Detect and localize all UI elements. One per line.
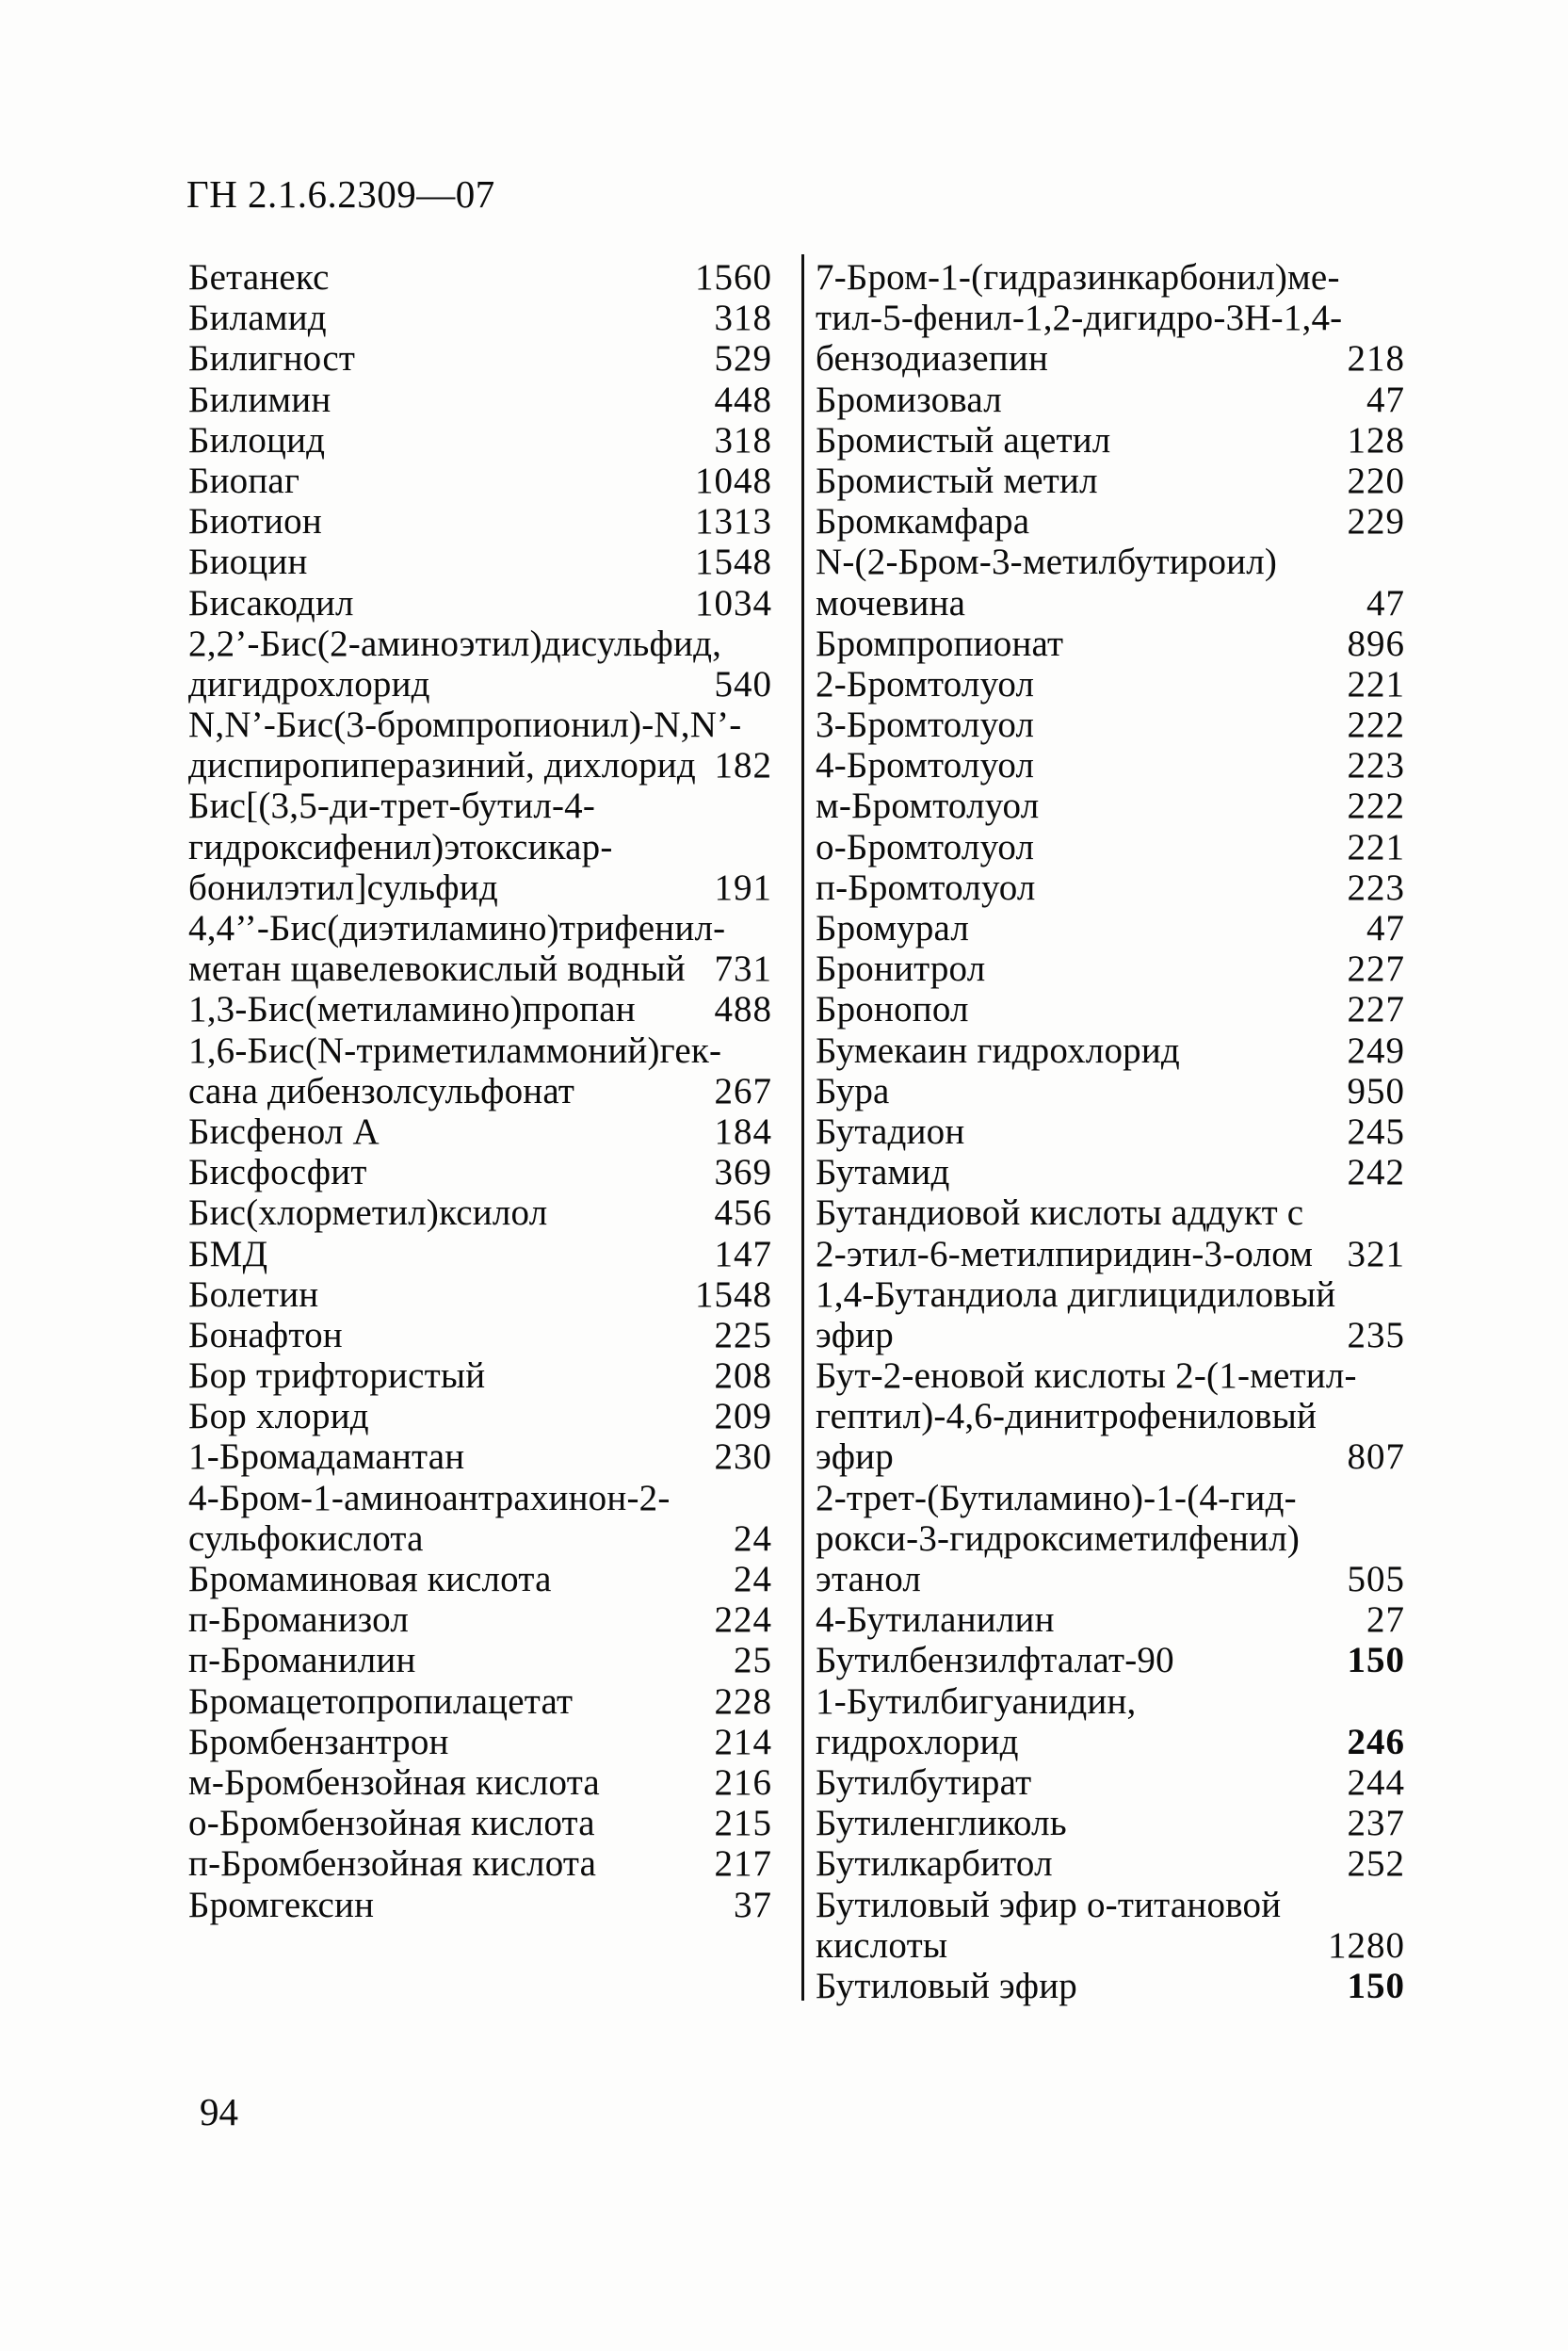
- page-ref: 223: [1347, 867, 1405, 908]
- index-entry-line: [816, 1721, 1405, 1761]
- substance-name: мочевина: [816, 582, 966, 624]
- index-entry-line: [188, 337, 772, 378]
- index-entry-line: [188, 744, 772, 785]
- index-entry-line: [188, 785, 772, 825]
- page-ref: 182: [714, 745, 772, 786]
- index-entry-line: [188, 1111, 772, 1151]
- page-ref: 731: [714, 949, 772, 990]
- substance-name: Бромизовал: [816, 379, 1002, 420]
- index-entry-line: [188, 826, 772, 867]
- substance-name: 2-Бромтолуол: [816, 663, 1035, 705]
- page-ref: 369: [714, 1152, 772, 1193]
- index-entry-line: [816, 623, 1405, 663]
- page-ref: 225: [714, 1314, 772, 1355]
- index-entry-line: [816, 1884, 1405, 1924]
- substance-name: Биоцин: [188, 542, 308, 583]
- page-ref: 1313: [695, 501, 772, 543]
- page-ref: 147: [714, 1233, 772, 1274]
- index-entry-line: [816, 460, 1405, 500]
- substance-name: п-Броманилин: [188, 1640, 416, 1681]
- index-entry-line: [188, 379, 772, 419]
- page-ref: 37: [734, 1884, 772, 1925]
- page-ref: 229: [1347, 501, 1405, 543]
- substance-name: п-Бромтолуол: [816, 867, 1036, 908]
- substance-name: гидроксифенил)этоксикар-: [188, 826, 613, 867]
- index-entry-line: [188, 1192, 772, 1232]
- substance-name: Бонафтон: [188, 1314, 343, 1355]
- page-ref: 227: [1347, 949, 1405, 990]
- index-entry-line: [188, 1395, 772, 1435]
- page-ref: 47: [1366, 582, 1405, 624]
- index-entry-line: [816, 1030, 1405, 1070]
- substance-name: бонилэтил]сульфид: [188, 867, 498, 908]
- substance-name: Бумекаин гидрохлорид: [816, 1030, 1180, 1071]
- substance-name: Биламид: [188, 298, 327, 339]
- substance-name: метан щавелевокислый водный: [188, 949, 686, 990]
- substance-name: гидрохлорид: [816, 1721, 1019, 1762]
- page-ref: 221: [1347, 826, 1405, 867]
- index-entry-line: [188, 1314, 772, 1354]
- substance-name: м-Бромбензойная кислота: [188, 1761, 600, 1803]
- index-entry-line: [188, 1273, 772, 1314]
- substance-name: Бромистый метил: [816, 460, 1098, 501]
- page-ref: 1548: [695, 542, 772, 583]
- index-entry-line: [816, 541, 1405, 581]
- substance-name: 4-Бромтолуол: [816, 745, 1035, 786]
- page-ref: 47: [1366, 908, 1405, 949]
- substance-name: Бромкамфара: [816, 501, 1030, 543]
- index-entry-line: [816, 785, 1405, 825]
- index-entry-line: [188, 1151, 772, 1192]
- index-entry-line: [816, 1477, 1405, 1517]
- substance-name: 3-Бромтолуол: [816, 705, 1035, 746]
- page-ref: 1560: [695, 257, 772, 298]
- substance-name: 4-Бром-1-аминоантрахинон-2-: [188, 1477, 671, 1518]
- index-entry-line: [816, 1761, 1405, 1802]
- substance-name: Билимин: [188, 379, 331, 420]
- index-entry-line: [816, 948, 1405, 988]
- substance-name: Билигност: [188, 338, 356, 380]
- column-divider: [801, 254, 804, 2001]
- page-ref: 245: [1347, 1111, 1405, 1152]
- index-entry-line: [816, 1842, 1405, 1883]
- page-ref: 321: [1347, 1233, 1405, 1274]
- index-entry-line: [816, 1639, 1405, 1679]
- substance-name: Бромурал: [816, 908, 970, 949]
- page-ref: 488: [714, 989, 772, 1030]
- index-entry-line: [188, 663, 772, 704]
- substance-name: диспиропиперазиний, дихлорид: [188, 745, 696, 786]
- page-ref: 227: [1347, 989, 1405, 1030]
- substance-name: м-Бромтолуол: [816, 786, 1040, 827]
- page-ref: 540: [714, 663, 772, 705]
- substance-name: 2-трет-(Бутиламино)-1-(4-гид-: [816, 1477, 1297, 1518]
- index-entry-line: [188, 704, 772, 744]
- page-ref: 47: [1366, 379, 1405, 420]
- index-entry-line: [188, 623, 772, 663]
- page-ref: 217: [714, 1843, 772, 1885]
- index-entry-line: [816, 1924, 1405, 1965]
- index-entry-line: [188, 1884, 772, 1924]
- index-entry-line: [816, 988, 1405, 1029]
- page-ref: 228: [714, 1680, 772, 1722]
- substance-name: п-Бромбензойная кислота: [188, 1843, 597, 1885]
- index-entry-line: [188, 1435, 772, 1476]
- index-entry-line: [188, 867, 772, 907]
- substance-name: Бутиленгликоль: [816, 1803, 1067, 1844]
- substance-name: Бронопол: [816, 989, 969, 1030]
- substance-name: Бор трифтористый: [188, 1355, 486, 1397]
- substance-name: кислоты: [816, 1924, 948, 1966]
- substance-name: 1,4-Бутандиола диглицидиловый: [816, 1273, 1336, 1315]
- page-ref: 1548: [695, 1273, 772, 1315]
- index-entry-line: [188, 1680, 772, 1721]
- substance-name: N,N’-Бис(3-бромпропионил)-N,N’-: [188, 705, 742, 746]
- page-ref: 456: [714, 1192, 772, 1234]
- index-column-left: [188, 256, 772, 1924]
- page-ref: 244: [1347, 1761, 1405, 1803]
- page-ref: 150: [1347, 1965, 1405, 2006]
- substance-name: Бисфенол А: [188, 1111, 380, 1152]
- index-entry-line: [188, 988, 772, 1029]
- substance-name: эфир: [816, 1314, 894, 1355]
- index-entry-line: [188, 1721, 772, 1761]
- substance-name: Бутамид: [816, 1152, 950, 1193]
- page-ref: 242: [1347, 1152, 1405, 1193]
- index-entry-line: [816, 1070, 1405, 1111]
- substance-name: эфир: [816, 1436, 894, 1478]
- substance-name: 2,2’-Бис(2-аминоэтил)дисульфид,: [188, 623, 722, 664]
- page-ref: 150: [1347, 1640, 1405, 1681]
- page-ref: 318: [714, 298, 772, 339]
- index-entry-line: [816, 419, 1405, 460]
- page-ref: 1280: [1328, 1924, 1405, 1966]
- index-entry-line: [188, 297, 772, 337]
- page-ref: 252: [1347, 1843, 1405, 1885]
- index-entry-line: [816, 582, 1405, 623]
- page-ref: 24: [734, 1559, 772, 1599]
- page-ref: 950: [1347, 1070, 1405, 1111]
- page-ref: 249: [1347, 1030, 1405, 1071]
- substance-name: Бис(хлорметил)ксилол: [188, 1192, 548, 1234]
- index-entry-line: [816, 744, 1405, 785]
- substance-name: Билоцид: [188, 419, 326, 461]
- substance-name: Бутилкарбитол: [816, 1843, 1053, 1885]
- index-column-right: [816, 256, 1405, 2005]
- page-ref: 215: [714, 1803, 772, 1844]
- substance-name: БМД: [188, 1233, 268, 1274]
- page-ref: 208: [714, 1355, 772, 1397]
- page-ref: 448: [714, 379, 772, 420]
- page-ref: 184: [714, 1111, 772, 1152]
- index-entry-line: [816, 1233, 1405, 1273]
- page-ref: 896: [1347, 623, 1405, 664]
- index-entry-line: [816, 1151, 1405, 1192]
- substance-name: 4-Бутиланилин: [816, 1599, 1055, 1641]
- substance-name: Бутилбутират: [816, 1761, 1032, 1803]
- index-entry-line: [188, 1558, 772, 1598]
- substance-name: Бутадион: [816, 1111, 965, 1152]
- substance-name: 1-Бутилбигуанидин,: [816, 1680, 1137, 1722]
- index-entry-line: [816, 379, 1405, 419]
- index-entry-line: [188, 907, 772, 948]
- substance-name: 1,6-Бис(N-триметиламмоний)гек-: [188, 1030, 722, 1071]
- substance-name: 2-этил-6-метилпиридин-3-олом: [816, 1233, 1314, 1274]
- substance-name: Бутиловый эфир о-титановой: [816, 1884, 1282, 1925]
- substance-name: Бромгексин: [188, 1884, 375, 1925]
- page-ref: 191: [714, 867, 772, 908]
- index-entry-line: [816, 337, 1405, 378]
- page-ref: 220: [1347, 460, 1405, 501]
- substance-name: Бромаминовая кислота: [188, 1559, 552, 1599]
- index-entry-line: [816, 826, 1405, 867]
- index-entry-line: [188, 256, 772, 297]
- index-entry-line: [816, 907, 1405, 948]
- substance-name: рокси-3-гидроксиметилфенил): [816, 1517, 1301, 1559]
- page-ref: 216: [714, 1761, 772, 1803]
- page-ref: 222: [1347, 705, 1405, 746]
- page-ref: 214: [714, 1721, 772, 1762]
- index-entry-line: [816, 1517, 1405, 1558]
- doc-number: ГН 2.1.6.2309—07: [186, 172, 495, 216]
- page-ref: 1048: [695, 460, 772, 501]
- substance-name: 1,3-Бис(метиламино)пропан: [188, 989, 636, 1030]
- index-entry-line: [816, 1395, 1405, 1435]
- substance-name: Биопаг: [188, 460, 300, 501]
- index-entry-line: [188, 460, 772, 500]
- index-entry-line: [188, 419, 772, 460]
- page-ref: 221: [1347, 663, 1405, 705]
- substance-name: Бисфосфит: [188, 1152, 367, 1193]
- index-entry-line: [816, 704, 1405, 744]
- index-entry-line: [188, 1354, 772, 1395]
- page-ref: 237: [1347, 1803, 1405, 1844]
- index-entry-line: [188, 1233, 772, 1273]
- substance-name: дигидрохлорид: [188, 663, 430, 705]
- index-entry-line: [188, 1598, 772, 1639]
- index-entry-line: [188, 1477, 772, 1517]
- index-entry-line: [188, 1842, 772, 1883]
- substance-name: Болетин: [188, 1273, 319, 1315]
- substance-name: Бетанекс: [188, 257, 330, 298]
- index-entry-line: [816, 1192, 1405, 1232]
- substance-name: сана дибензолсульфонат: [188, 1070, 575, 1111]
- index-entry-line: [816, 1273, 1405, 1314]
- substance-name: Биотион: [188, 501, 322, 543]
- page-ref: 505: [1347, 1559, 1405, 1599]
- index-entry-line: [816, 867, 1405, 907]
- page-ref: 222: [1347, 786, 1405, 827]
- page-ref: 128: [1347, 419, 1405, 461]
- index-entry-line: [188, 1030, 772, 1070]
- page-ref: 318: [714, 419, 772, 461]
- substance-name: Бутилбензилфталат-90: [816, 1640, 1174, 1681]
- index-entry-line: [816, 1598, 1405, 1639]
- substance-name: Бутандиовой кислоты аддукт с: [816, 1192, 1304, 1234]
- index-entry-line: [816, 1558, 1405, 1598]
- page-number: 94: [200, 2090, 238, 2133]
- substance-name: Бор хлорид: [188, 1396, 369, 1437]
- page-ref: 25: [734, 1640, 772, 1681]
- index-entry-line: [188, 541, 772, 581]
- substance-name: Бис[(3,5-ди-трет-бутил-4-: [188, 786, 596, 827]
- page-ref: 224: [714, 1599, 772, 1641]
- page-ref: 267: [714, 1070, 772, 1111]
- substance-name: о-Бромбензойная кислота: [188, 1803, 595, 1844]
- index-entry-line: [816, 297, 1405, 337]
- substance-name: бензодиазепин: [816, 338, 1049, 380]
- substance-name: Бура: [816, 1070, 890, 1111]
- substance-name: о-Бромтолуол: [816, 826, 1035, 867]
- page-ref: 235: [1347, 1314, 1405, 1355]
- page-ref: 218: [1347, 338, 1405, 380]
- index-entry-line: [816, 500, 1405, 541]
- index-entry-line: [188, 1802, 772, 1842]
- index-entry-line: [816, 1354, 1405, 1395]
- page-ref: 209: [714, 1396, 772, 1437]
- page-ref: 223: [1347, 745, 1405, 786]
- page-ref: 24: [734, 1517, 772, 1559]
- page-ref: 807: [1347, 1436, 1405, 1478]
- index-entry-line: [816, 1435, 1405, 1476]
- index-entry-line: [188, 1639, 772, 1679]
- page-ref: 1034: [695, 582, 772, 624]
- page-ref: 246: [1347, 1721, 1405, 1762]
- index-entry-line: [188, 582, 772, 623]
- index-entry-line: [188, 1761, 772, 1802]
- index-entry-line: [816, 1111, 1405, 1151]
- substance-name: 1-Бромадамантан: [188, 1436, 465, 1478]
- substance-name: Бронитрол: [816, 949, 986, 990]
- index-entry-line: [816, 1680, 1405, 1721]
- substance-name: гептил)-4,6-динитрофениловый: [816, 1396, 1317, 1437]
- substance-name: Бромбензантрон: [188, 1721, 449, 1762]
- substance-name: Бромпропионат: [816, 623, 1064, 664]
- index-entry-line: [188, 1517, 772, 1558]
- index-entry-line: [816, 1965, 1405, 2005]
- index-entry-line: [188, 948, 772, 988]
- page-ref: 27: [1366, 1599, 1405, 1641]
- index-entry-line: [188, 500, 772, 541]
- substance-name: 7-Бром-1-(гидразинкарбонил)ме-: [816, 257, 1340, 298]
- substance-name: Бромистый ацетил: [816, 419, 1111, 461]
- index-entry-line: [816, 256, 1405, 297]
- substance-name: п-Броманизол: [188, 1599, 410, 1641]
- substance-name: N-(2-Бром-3-метилбутироил): [816, 542, 1278, 583]
- index-entry-line: [816, 1314, 1405, 1354]
- index-entry-line: [188, 1070, 772, 1111]
- substance-name: Бутиловый эфир: [816, 1965, 1077, 2006]
- substance-name: Бут-2-еновой кислоты 2-(1-метил-: [816, 1355, 1357, 1397]
- substance-name: этанол: [816, 1559, 922, 1599]
- substance-name: сульфокислота: [188, 1517, 424, 1559]
- index-entry-line: [816, 663, 1405, 704]
- substance-name: Бромацетопропилацетат: [188, 1680, 574, 1722]
- substance-name: 4,4’’-Бис(диэтиламино)трифенил-: [188, 908, 726, 949]
- page-ref: 230: [714, 1436, 772, 1478]
- substance-name: Бисакодил: [188, 582, 354, 624]
- index-entry-line: [816, 1802, 1405, 1842]
- page-ref: 529: [714, 338, 772, 380]
- substance-name: тил-5-фенил-1,2-дигидро-3H-1,4-: [816, 298, 1343, 339]
